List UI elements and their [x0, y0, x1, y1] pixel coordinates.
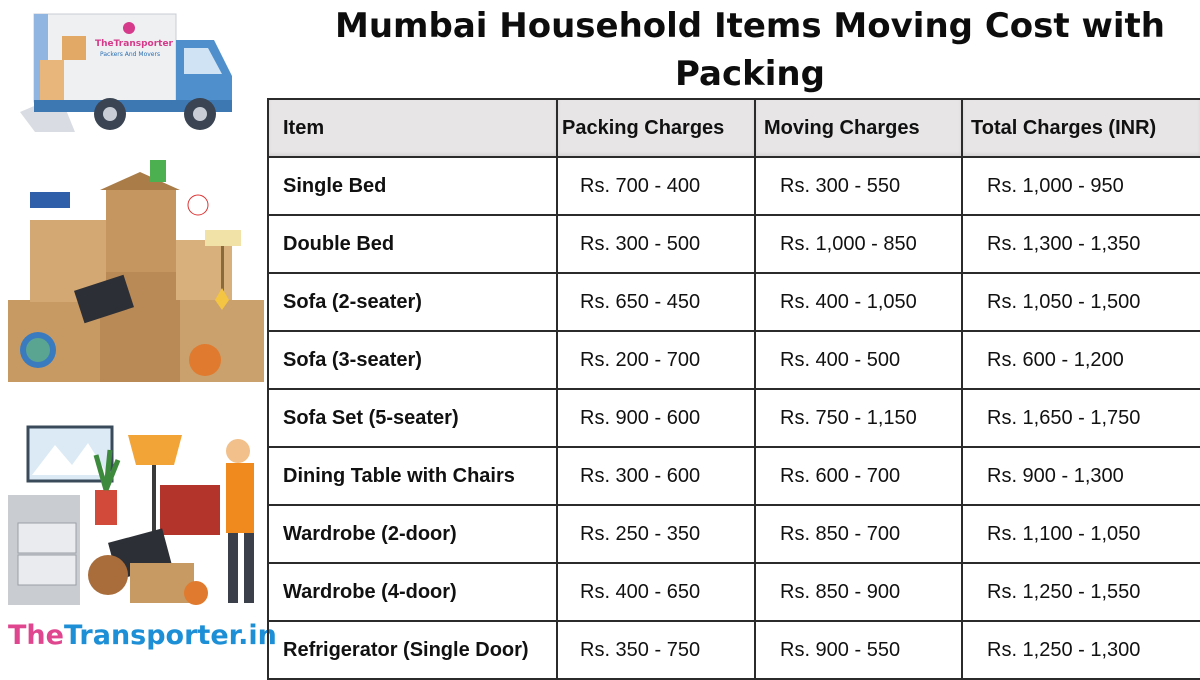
- table-row: [268, 505, 1200, 563]
- moving-truck-illustration: [0, 0, 268, 140]
- item-cell: Single Bed: [268, 157, 557, 215]
- room-mover-illustration: [0, 415, 268, 615]
- total-cell: Rs. 900 - 1,300: [962, 447, 1200, 505]
- total-cell: Rs. 1,650 - 1,750: [962, 389, 1200, 447]
- moving-cell: Rs. 400 - 500: [755, 331, 962, 389]
- table-row: [268, 563, 1200, 621]
- table-row: [268, 331, 1200, 389]
- packing-cell: Rs. 650 - 450: [557, 273, 755, 331]
- total-cell: Rs. 1,250 - 1,300: [962, 621, 1200, 679]
- moving-cell: Rs. 750 - 1,150: [755, 389, 962, 447]
- item-cell: Sofa (2-seater): [268, 273, 557, 331]
- table-row: [268, 215, 1200, 273]
- item-cell: Sofa (3-seater): [268, 331, 557, 389]
- moving-cell: Rs. 1,000 - 850: [755, 215, 962, 273]
- moving-cell: Rs. 900 - 550: [755, 621, 962, 679]
- moving-cell: Rs. 850 - 700: [755, 505, 962, 563]
- packing-cell: Rs. 250 - 350: [557, 505, 755, 563]
- table-row: [268, 273, 1200, 331]
- total-cell: Rs. 600 - 1,200: [962, 331, 1200, 389]
- cost-table: [267, 98, 1200, 680]
- header-total-charges: Total Charges (INR): [962, 99, 1200, 157]
- packing-cell: Rs. 700 - 400: [557, 157, 755, 215]
- packing-cell: Rs. 200 - 700: [557, 331, 755, 389]
- total-cell: Rs. 1,300 - 1,350: [962, 215, 1200, 273]
- item-cell: Dining Table with Chairs: [268, 447, 557, 505]
- header-moving-charges: Moving Charges: [755, 99, 962, 157]
- brand-part-2: Transporter.in: [63, 620, 277, 651]
- brand-logo-text: [8, 620, 277, 651]
- header-item: Item: [268, 99, 557, 157]
- moving-cell: Rs. 300 - 550: [755, 157, 962, 215]
- table-row: [268, 621, 1200, 679]
- illustration-column: [0, 0, 277, 675]
- packing-cell: Rs. 400 - 650: [557, 563, 755, 621]
- packing-cell: Rs. 350 - 750: [557, 621, 755, 679]
- item-cell: Sofa Set (5-seater): [268, 389, 557, 447]
- packing-cell: Rs. 900 - 600: [557, 389, 755, 447]
- page-title: Mumbai Household Items Moving Cost with Packing: [335, 6, 1165, 94]
- total-cell: Rs. 1,050 - 1,500: [962, 273, 1200, 331]
- truck-logo-text: TheTransporter: [95, 39, 173, 49]
- item-cell: Double Bed: [268, 215, 557, 273]
- brand-part-1: The: [8, 620, 64, 651]
- table-row: [268, 447, 1200, 505]
- moving-cell: Rs. 850 - 900: [755, 563, 962, 621]
- packing-cell: Rs. 300 - 600: [557, 447, 755, 505]
- header-packing-charges: Packing Charges: [557, 99, 755, 157]
- packed-boxes-illustration: [0, 150, 268, 385]
- packing-cell: Rs. 300 - 500: [557, 215, 755, 273]
- table-header-row: [268, 99, 1200, 157]
- truck-logo-subtext: Packers And Movers: [100, 51, 161, 58]
- item-cell: Refrigerator (Single Door): [268, 621, 557, 679]
- item-cell: Wardrobe (4-door): [268, 563, 557, 621]
- moving-cell: Rs. 600 - 700: [755, 447, 962, 505]
- table-row: [268, 389, 1200, 447]
- total-cell: Rs. 1,000 - 950: [962, 157, 1200, 215]
- moving-cell: Rs. 400 - 1,050: [755, 273, 962, 331]
- table-row: [268, 157, 1200, 215]
- total-cell: Rs. 1,100 - 1,050: [962, 505, 1200, 563]
- total-cell: Rs. 1,250 - 1,550: [962, 563, 1200, 621]
- item-cell: Wardrobe (2-door): [268, 505, 557, 563]
